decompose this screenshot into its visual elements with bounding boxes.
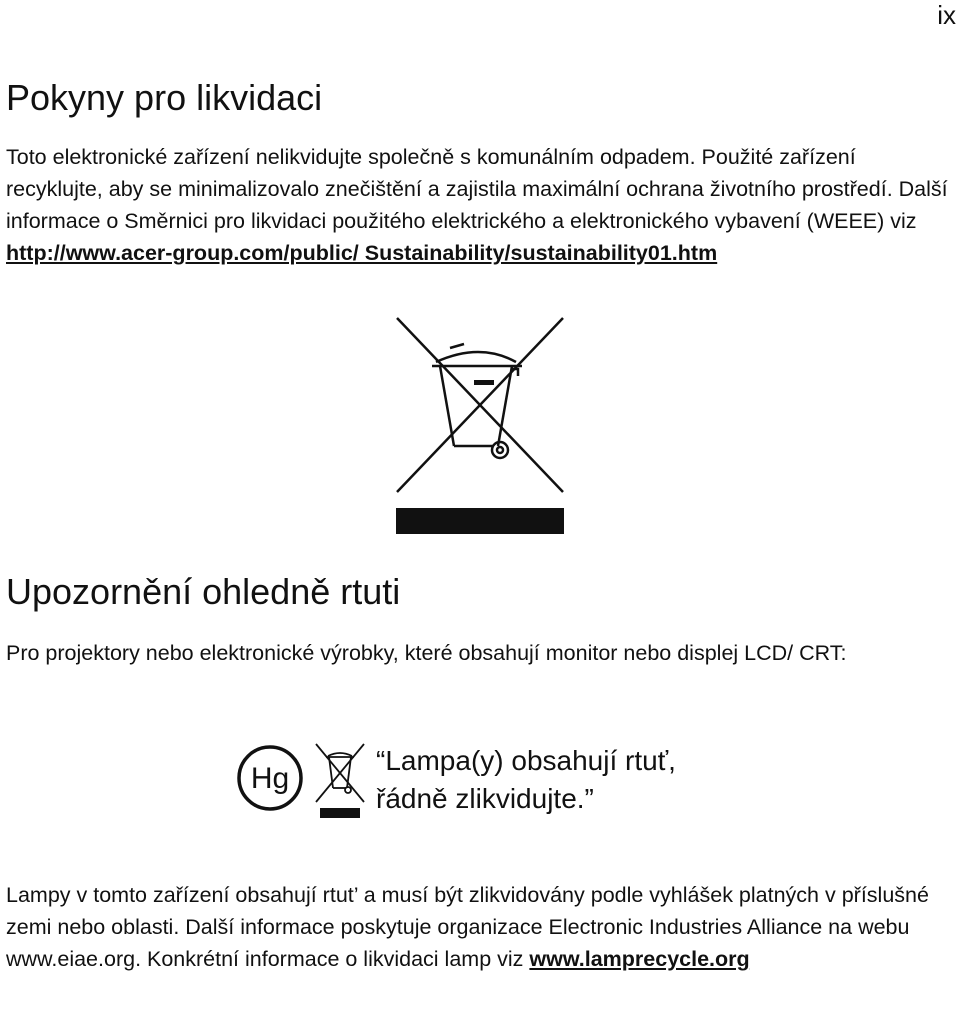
disposal-text: Toto elektronické zařízení nelikvidujte společně s komunálním odpadem. Použité zařízení recyklujte, aby se minimalizovalo znečištění a zajistila maximální ochrana životního prostředí. Další informace o Směrnici pro likvidaci použitého elektrického a elektronického vybavení (WEEE) viz — [6, 145, 948, 233]
disposal-heading: Pokyny pro likvidaci — [6, 77, 323, 118]
mercury-text: Lampy v tomto zařízení obsahují rtut’ a musí být zlikvidovány podle vyhlášek platných v příslušné zemi nebo oblasti. Další informace poskytuje organizace Electronic Industries Alliance na webu www.eiae.org. Konkrétní informace o likvidaci lamp viz — [6, 883, 929, 971]
page-number: ix — [937, 0, 956, 30]
mercury-hg-icon — [236, 744, 304, 812]
lamp-warning — [376, 742, 676, 818]
lamp-warning-line1: “Lampa(y) obsahují rtuť, — [376, 745, 676, 776]
mercury-paragraph — [6, 879, 954, 975]
disposal-paragraph — [6, 141, 954, 269]
crossed-out-wheelie-bin-icon — [394, 314, 566, 536]
hg-label: Hg — [250, 762, 290, 795]
weee-link[interactable]: http://www.acer-group.com/public/ Sustainability/sustainability01.htm — [6, 241, 718, 265]
lamp-warning-line2: řádně zlikvidujte.” — [376, 783, 594, 814]
small-crossed-bin-icon — [314, 742, 366, 820]
mercury-intro: Pro projektory nebo elektronické výrobky, které obsahují monitor nebo displej LCD/ CRT: — [6, 641, 847, 665]
lamprecycle-link[interactable]: www.lamprecycle.org — [529, 947, 750, 971]
mercury-heading: Upozornění ohledně rtuti — [6, 571, 401, 612]
